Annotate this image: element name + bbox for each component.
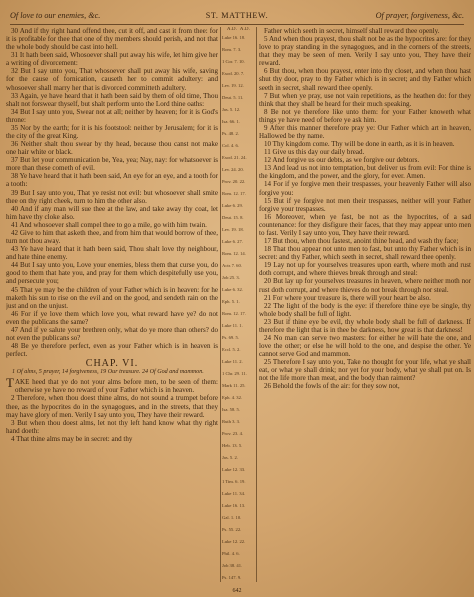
cross-reference: Lev. 19. 18.	[222, 226, 244, 232]
verse: 26 Behold the fowls of the air: for they sow not,	[264, 382, 400, 391]
column-divider-left	[220, 27, 221, 582]
cross-reference: Exod. 20. 7.	[222, 70, 245, 76]
verse: 15 But if ye forgive not men their trespasses, neither will your Father forgive your trespasses.	[259, 196, 471, 213]
verse: 39 But I say unto you, That ye resist not evil: but whosoever shall smite thee on thy right cheek, turn to him the other also.	[6, 188, 218, 205]
verse: 5 And when thou prayest, thou shalt not be as the hypocrites are: for they love to pray standing in the synagogues, and in the corners of the streets, that they may be seen of men. Verily I say unto you, They have their reward.	[259, 35, 471, 68]
cross-reference: Rom. 7. 3.	[222, 46, 242, 52]
cross-reference: Lev. 24. 20.	[222, 166, 244, 172]
cross-reference: Gal. 1. 10.	[222, 514, 242, 520]
verse: 24 No man can serve two masters: for either he will hate the one, and love the other; or else he will hold to the one, and despise the other. Ye cannot serve God and mammon.	[259, 333, 471, 359]
verse: 37 But let your communication be, Yea, yea; Nay, nay: for whatsoever is more than these cometh of evil.	[6, 156, 218, 173]
verse: 4 That thine alms may be in secret: and thy	[11, 434, 133, 443]
verse: 22 The light of the body is the eye: if therefore thine eye be single, thy whole body shall be full of light.	[259, 301, 471, 318]
verse: 46 For if ye love them which love you, what reward have ye? do not even the publicans the same?	[6, 309, 218, 326]
cross-reference: Ps. 147. 9.	[222, 574, 242, 580]
cross-reference: Rom. 12. 17.	[222, 310, 246, 316]
header-left: Of love to our enemies, &c.	[10, 11, 101, 20]
verse: 8 Be not ye therefore like unto them: for your Father knoweth what things ye have need of before ye ask him.	[259, 107, 471, 124]
right-column	[259, 27, 471, 582]
verse: 19 Lay not up for yourselves treasures upon earth, where moth and rust doth corrupt, and where thieves break through and steal:	[259, 261, 471, 278]
cross-reference: Job 38. 41.	[222, 562, 243, 568]
verse: 10 Thy kingdom come. Thy will be done in earth, as it is in heaven.	[264, 140, 455, 149]
verse: 23 But if thine eye be evil, thy whole body shall be full of darkness. If therefore the light that is in thee be darkness, how great is that darkness!	[259, 317, 471, 334]
verse: 16 Moreover, when ye fast, be not as the hypocrites, of a sad countenance: for they disfigure their faces, that they may appear unto men to fast. Verily I say unto you, They have their reward.	[259, 212, 471, 237]
verse: 41 And whosoever shall compel thee to go a mile, go with him twain.	[11, 220, 207, 229]
verse: 34 But I say unto you, Swear not at all; neither by heaven; for it is God's throne:	[6, 107, 218, 124]
cross-reference: Luke 16. 13.	[222, 502, 246, 508]
cross-reference: Job 25. 3.	[222, 274, 240, 280]
verse: 36 Neither shalt thou swear by thy head, because thou canst not make one hair white or black.	[6, 140, 218, 157]
verse: 33 Again, ye have heard that it hath been said by them of old time, Thou shalt not forswear thyself, but shalt perform unto the Lord thine oaths:	[6, 91, 218, 108]
verse: 18 That thou appear not unto men to fast, but unto thy Father which is in secret: and thy Father, which seeth in secret, shall reward thee openly.	[259, 245, 471, 262]
verse: 2 Therefore, when thou doest thine alms, do not sound a trumpet before thee, as the hypocrites do in the synagogues, and in the streets, that they may have glory of men. Verily I say unto you, They have their reward.	[6, 394, 218, 419]
cross-reference: Exod. 21. 24.	[222, 154, 247, 160]
header-center: ST. MATTHEW.	[205, 11, 269, 20]
running-header	[10, 10, 464, 22]
cross-reference: Prov. 20. 22.	[222, 178, 246, 184]
cross-reference: Luke 11. 1.	[222, 322, 243, 328]
verse: 40 And if any man will sue thee at the law, and take away thy coat, let him have thy cloke also.	[6, 204, 218, 221]
verse: 48 Be ye therefore perfect, even as your Father which is in heaven is perfect.	[6, 342, 218, 359]
cross-reference: Acts 7. 60.	[222, 262, 242, 268]
cross-reference: Luke 6. 29.	[222, 202, 243, 208]
cross-reference: Luke 12. 33.	[222, 466, 246, 472]
cross-reference: Luke 16. 18.	[222, 34, 246, 40]
cross-reference: Ps. 48. 2.	[222, 130, 239, 136]
cross-reference: Isa. 66. 1.	[222, 118, 240, 124]
cross-reference: Luke 6. 27.	[222, 238, 243, 244]
cross-reference: Col. 4. 6.	[222, 142, 239, 148]
page-number: 642	[232, 588, 242, 594]
cross-reference: Ruth 3. 3.	[222, 418, 241, 424]
cross-reference: Deut. 15. 8.	[222, 214, 244, 220]
verse: 12 And forgive us our debts, as we forgive our debtors.	[264, 156, 420, 165]
verse: 31 It hath been said, Whosoever shall put away his wife, let him give her a writing of divorcement:	[6, 51, 218, 68]
verse: 9 After this manner therefore pray ye: Our Father which art in heaven, Hallowed be thy name.	[259, 123, 471, 141]
cross-reference: Rom. 12. 17.	[222, 190, 246, 196]
cross-reference: 1 Tim. 6. 19.	[222, 478, 246, 484]
cross-reference: Luke 12. 22.	[222, 538, 246, 544]
chapter-summary: 1 Of alms, 5 prayer, 14 forgiveness, 19 Our treasure. 24 Of God and mammon.	[12, 369, 204, 376]
cross-reference: 1 Cor. 7. 10.	[222, 58, 245, 64]
cross-reference: Lev. 19. 12.	[222, 82, 244, 88]
verse: 7 But when ye pray, use not vain repetitions, as the heathen do: for they think that they shall be heard for their much speaking.	[259, 91, 471, 108]
verse: 17 But thou, when thou fastest, anoint thine head, and wash thy face;	[264, 237, 459, 246]
cross-reference: Eccl. 5. 2.	[222, 346, 241, 352]
verse	[6, 375, 218, 395]
cross-reference: Eph. 4. 32.	[222, 394, 243, 400]
column-divider-right	[256, 27, 257, 582]
cross-reference: Mark 11. 25.	[222, 382, 246, 388]
chapter-title: CHAP. VI.	[85, 358, 139, 370]
verse: 38 Ye have heard that it hath been said, An eye for an eye, and a tooth for a tooth:	[6, 172, 218, 189]
verse: 45 That ye may be the children of your Father which is in heaven: for he maketh his sun to rise on the evil and on the good, and sendeth rain on the just and on the unjust.	[6, 285, 218, 310]
cross-reference: Ps. 55. 22.	[222, 526, 242, 532]
verse: 20 But lay up for yourselves treasures in heaven, where neither moth nor rust doth corrupt, and where thieves do not break through nor steal.	[259, 277, 471, 294]
cross-reference: Luke 11. 34.	[222, 490, 246, 496]
verse: 30 And if thy right hand offend thee, cut it off, and cast it from thee: for it is profitable for thee that one of thy members should perish, and not that the whole body should be cast into hell.	[6, 27, 218, 52]
cross-reference: Luke 6. 32.	[222, 286, 243, 292]
cross-reference: Jas. 5. 12.	[222, 106, 241, 112]
cross-reference: Phil. 4. 6.	[222, 550, 240, 556]
cross-reference: 1 Chr. 29. 11.	[222, 370, 247, 376]
verse-text: AKE heed that ye do not your alms before men, to be seen of them: otherwise ye have no reward of your Father which is in heaven.	[14, 378, 218, 395]
header-right: Of prayer, forgiveness, &c.	[375, 11, 464, 20]
margin-label: A.D. A.D.	[226, 27, 251, 32]
left-column	[6, 27, 218, 582]
verse: 32 But I say unto you, That whosoever shall put away his wife, saving for the cause of fornication, causeth her to commit adultery: and whosoever shall marry her that is divorced committeth adultery.	[6, 67, 218, 92]
cross-reference: Isa. 58. 5.	[222, 406, 240, 412]
cross-reference: Jas. 5. 2.	[222, 454, 238, 460]
verse: 35 Nor by the earth; for it is his footstool: neither by Jerusalem; for it is the city of the great King.	[6, 123, 218, 141]
verse: 3 But when thou doest alms, let not thy left hand know what thy right hand doeth:	[6, 418, 218, 435]
verse: 6 But thou, when thou prayest, enter into thy closet, and when thou hast shut thy door, pray to thy Father which is in secret; and thy Father which seeth in secret, shall reward thee openly.	[259, 67, 471, 92]
verse: Father which seeth in secret, himself shall reward thee openly.	[264, 27, 440, 35]
drop-cap: T	[6, 375, 14, 391]
verse: 11 Give us this day our daily bread.	[264, 148, 365, 157]
cross-reference: Rom. 12. 14.	[222, 250, 246, 256]
cross-reference: Heb. 13. 5.	[222, 442, 243, 448]
verse: 43 Ye have heard that it hath been said, Thou shalt love thy neighbour, and hate thine enemy.	[6, 245, 218, 262]
reference-margin	[220, 27, 257, 582]
verse: 44 But I say unto you, Love your enemies, bless them that curse you, do good to them that hate you, and pray for them which despitefully use you, and persecute you;	[6, 261, 218, 286]
cross-reference: Deut. 5. 11.	[222, 94, 244, 100]
cross-reference: Luke 11. 2.	[222, 358, 243, 364]
cross-reference: Prov. 23. 4.	[222, 430, 244, 436]
cross-reference: Eph. 5. 1.	[222, 298, 240, 304]
header-rule	[10, 24, 464, 25]
verse: 21 For where your treasure is, there will your heart be also.	[264, 293, 431, 302]
verse: 13 And lead us not into temptation, but deliver us from evil: For thine is the kingdom, and the power, and the glory, for ever. Amen.	[259, 164, 471, 181]
verse: 42 Give to him that asketh thee, and from him that would borrow of thee, turn not thou away.	[6, 228, 218, 246]
verse: 25 Therefore I say unto you, Take no thought for your life, what ye shall eat, or what ye shall drink; nor yet for your body, what ye shall put on. Is not the life more than meat, and the body than raiment?	[259, 358, 471, 383]
verse: 47 And if ye salute your brethren only, what do ye more than others? do not even the publicans so?	[6, 325, 218, 342]
verse: 14 For if ye forgive men their trespasses, your heavenly Father will also forgive you:	[259, 180, 471, 197]
cross-reference: Ps. 69. 5.	[222, 334, 239, 340]
